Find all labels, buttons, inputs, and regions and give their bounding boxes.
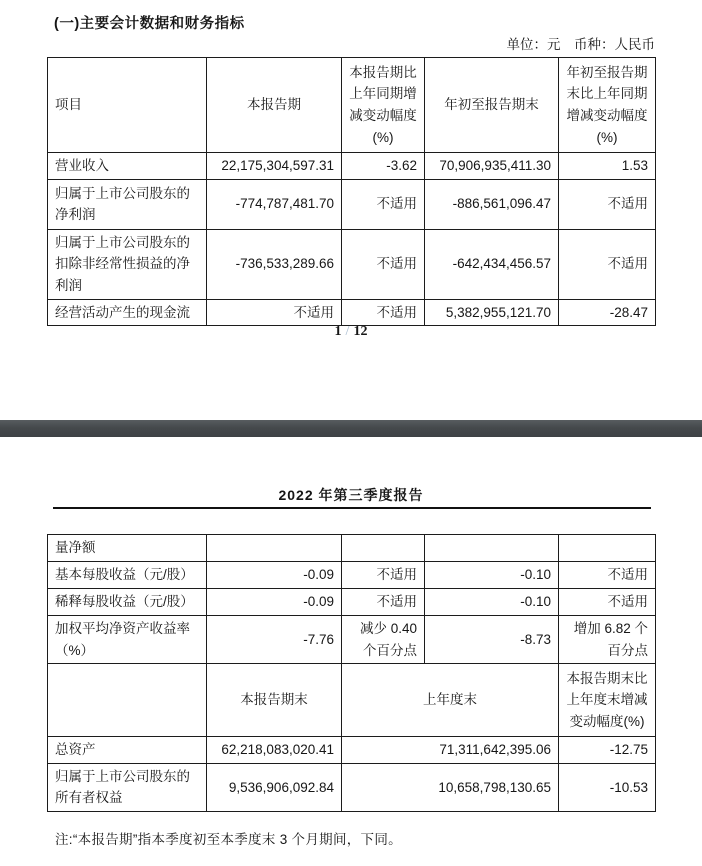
table-row xyxy=(48,737,656,764)
table-row xyxy=(48,589,656,616)
table-section-header-row xyxy=(48,664,656,737)
row-label: 归属于上市公司股东的所有者权益 xyxy=(48,763,207,811)
value-cell: -642,434,456.57 xyxy=(425,229,559,299)
value-cell xyxy=(342,535,425,562)
table-row xyxy=(48,562,656,589)
row-label: 归属于上市公司股东的净利润 xyxy=(48,179,207,229)
value-cell: 5,382,955,121.70 xyxy=(425,299,559,326)
value-cell: 减少 0.40 个百分点 xyxy=(342,616,425,664)
header-cell-prior-year-end: 上年度末 xyxy=(342,664,559,737)
table-row xyxy=(48,299,656,326)
value-cell: 10,658,798,130.65 xyxy=(342,763,559,811)
value-cell: 71,311,642,395.06 xyxy=(342,737,559,764)
table-row xyxy=(48,616,656,664)
header-cell-current-period: 本报告期 xyxy=(207,58,342,153)
value-cell: -28.47 xyxy=(559,299,656,326)
value-cell: -7.76 xyxy=(207,616,342,664)
value-cell: -736,533,289.66 xyxy=(207,229,342,299)
value-cell: -774,787,481.70 xyxy=(207,179,342,229)
value-cell: 不适用 xyxy=(342,179,425,229)
value-cell: 不适用 xyxy=(342,229,425,299)
table-row xyxy=(48,153,656,180)
value-cell xyxy=(207,535,342,562)
page-number-total: 12 xyxy=(353,324,368,339)
section-title: (一)主要会计数据和财务指标 xyxy=(54,16,245,32)
row-label: 稀释每股收益（元/股） xyxy=(48,589,207,616)
value-cell: 1.53 xyxy=(559,153,656,180)
table-row xyxy=(48,179,656,229)
row-label: 量净额 xyxy=(48,535,207,562)
header-cell-period-end: 本报告期末 xyxy=(207,664,342,737)
value-cell: 70,906,935,411.30 xyxy=(425,153,559,180)
row-label: 基本每股收益（元/股） xyxy=(48,562,207,589)
value-cell: -0.10 xyxy=(425,589,559,616)
row-label: 加权平均净资产收益率（%） xyxy=(48,616,207,664)
header-cell-ytd-change: 年初至报告期末比上年同期增减变动幅度(%) xyxy=(559,58,656,153)
header-cell-ytd: 年初至报告期末 xyxy=(425,58,559,153)
header-cell-period-change: 本报告期比上年同期增减变动幅度(%) xyxy=(342,58,425,153)
value-cell: 不适用 xyxy=(559,229,656,299)
header-cell-empty xyxy=(48,664,207,737)
value-cell: 增加 6.82 个百分点 xyxy=(559,616,656,664)
table-row xyxy=(48,535,656,562)
value-cell: 不适用 xyxy=(559,589,656,616)
value-cell: -886,561,096.47 xyxy=(425,179,559,229)
value-cell: 不适用 xyxy=(207,299,342,326)
value-cell: -3.62 xyxy=(342,153,425,180)
value-cell: -0.09 xyxy=(207,562,342,589)
row-label: 经营活动产生的现金流 xyxy=(48,299,207,326)
table-row xyxy=(48,763,656,811)
row-label: 营业收入 xyxy=(48,153,207,180)
row-label: 总资产 xyxy=(48,737,207,764)
table-header-row xyxy=(48,58,656,153)
value-cell: -0.09 xyxy=(207,589,342,616)
footnote: 注:“本报告期”指本季度初至本季度末 3 个月期间，下同。 xyxy=(55,832,402,847)
header-cell-item: 项目 xyxy=(48,58,207,153)
financial-indicators-table xyxy=(47,57,656,326)
table-row xyxy=(48,229,656,299)
page-number-slash: / xyxy=(345,324,350,339)
page-separator-bar xyxy=(0,420,702,437)
report-title: 2022 年第三季度报告 xyxy=(278,487,424,503)
page-number xyxy=(47,324,655,340)
value-cell xyxy=(425,535,559,562)
value-cell: 不适用 xyxy=(559,179,656,229)
value-cell: 不适用 xyxy=(559,562,656,589)
header-rule xyxy=(53,507,651,509)
value-cell: 不适用 xyxy=(342,589,425,616)
value-cell xyxy=(559,535,656,562)
row-label: 归属于上市公司股东的扣除非经常性损益的净利润 xyxy=(48,229,207,299)
page-number-current: 1 xyxy=(334,324,342,339)
quarterly-indicators-table xyxy=(47,534,656,812)
unit-currency-label: 单位：元 币种：人民币 xyxy=(506,37,655,52)
value-cell: -12.75 xyxy=(559,737,656,764)
value-cell: 不适用 xyxy=(342,562,425,589)
value-cell: -8.73 xyxy=(425,616,559,664)
value-cell: 不适用 xyxy=(342,299,425,326)
header-cell-period-end-change: 本报告期末比上年度末增减变动幅度(%) xyxy=(559,664,656,737)
value-cell: 22,175,304,597.31 xyxy=(207,153,342,180)
value-cell: 9,536,906,092.84 xyxy=(207,763,342,811)
value-cell: 62,218,083,020.41 xyxy=(207,737,342,764)
value-cell: -10.53 xyxy=(559,763,656,811)
value-cell: -0.10 xyxy=(425,562,559,589)
